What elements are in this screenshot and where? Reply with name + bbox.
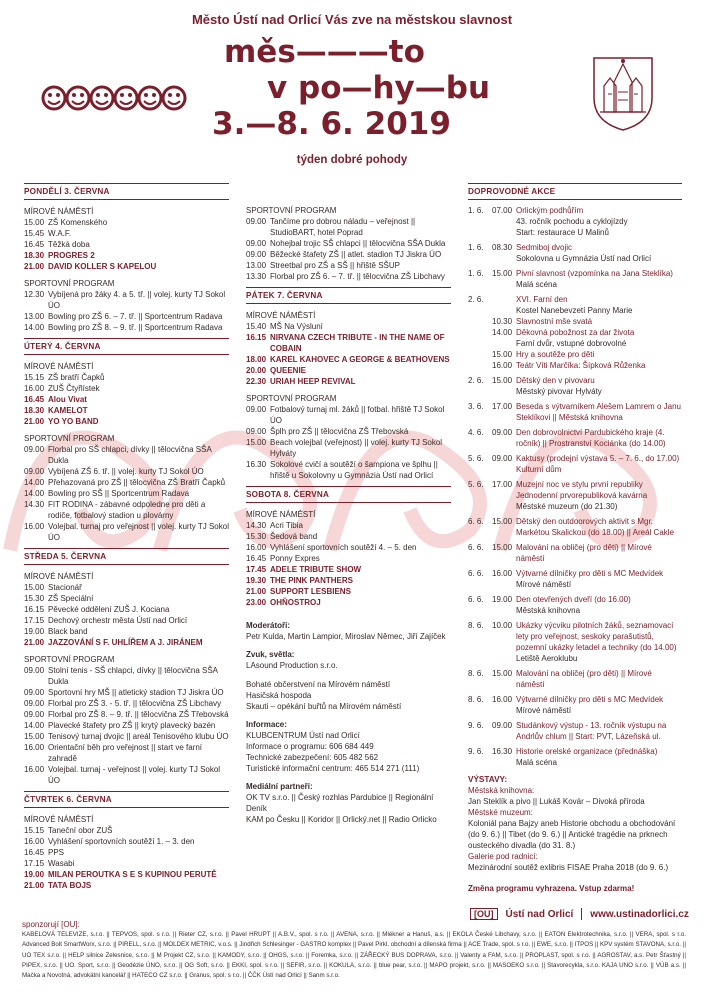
side-event-item (468, 620, 682, 653)
side-event-item (468, 479, 682, 501)
title-line-3: 3.—8. 6. 2019 (212, 106, 451, 142)
exhibitions-heading: VÝSTAVY: (468, 775, 508, 784)
website-link[interactable]: www.ustinadorlici.cz (590, 908, 689, 920)
event-date: 8. 6. (468, 695, 484, 704)
city-name: Ústí nad Orlicí (505, 908, 574, 920)
side-event-item (468, 294, 682, 305)
list-item: 15.00 Beach volejbal (veřejnost) || volej. kurty TJ Sokol Hylváty (246, 438, 443, 458)
wednesday-sport-list (24, 665, 229, 786)
event-date: 8. 6. (468, 621, 484, 630)
subtitle: týden dobré pohody (296, 154, 408, 166)
side-event-item (468, 268, 682, 279)
event-date: 6. 6. (468, 569, 484, 578)
media-line: KAM po Česku || Koridor || Orlický.net || Radio Orlicko (246, 815, 437, 824)
event-date: 2. 6. (468, 295, 484, 304)
media-label: Mediální partneři: (246, 782, 313, 791)
event-date: 1. 6. (468, 269, 484, 278)
list-item: 21.00 JAZZOVÁNÍ S F. UHLÍŘEM A J. JIRÁNEM (24, 638, 203, 647)
event-time: 09.00 (492, 428, 513, 437)
info-line: Informace o programu: 606 684 449 (246, 742, 374, 751)
exhibition-text: Koloniál pana Bajzy aneb Historie obchodu a obchodování (do 9. 6.) || Tibet (do 9. 6.) || Antické tragédie na prknech ousteckého divadla (do 31. 8.) (468, 819, 676, 850)
list-item: 09.00 Stolní tenis - SŠ chlapci, dívky || tělocvična SŠA Dukla (24, 666, 218, 686)
side-event-item (468, 375, 682, 386)
event-title: Dětský den v pivovaru (516, 376, 595, 385)
list-item: 17.15 Dechový orchestr města Ústí nad Orlicí (24, 616, 188, 625)
program-change-notice: Změna programu vyhrazena. Vstup zdarma! (468, 884, 635, 893)
list-item: 16.00 Volejbal. turnaj pro veřejnost || volej. kurty TJ Sokol ÚO (24, 522, 229, 542)
event-time: 09.00 (492, 454, 513, 463)
side-event-item (468, 360, 682, 371)
event-title: Den otevřených dveří (do 16.00) (516, 595, 631, 604)
info-line: KLUBCENTRUM Ústí nad Orlicí (246, 731, 360, 740)
list-item: 15.45 W.A.F. (24, 229, 72, 238)
event-time: 07.00 (492, 206, 513, 215)
side-event-item (468, 694, 682, 705)
list-item: 22.30 URIAH HEEP REVIVAL (246, 377, 356, 386)
event-time (492, 294, 516, 305)
event-title: XVI. Farní den (516, 295, 568, 304)
event-time: 17.00 (492, 480, 513, 489)
event-date: 4. 6. (468, 428, 484, 437)
tuesday-square-list (24, 372, 229, 427)
list-item: 19.00 Black band (24, 627, 88, 636)
friday-sport-list (246, 404, 451, 481)
day-heading-tuesday: ÚTERÝ 4. ČERVNA (24, 338, 229, 355)
list-item: 16.00 Vyhlášení sportovních soutěží 4. – 5. den (246, 543, 417, 552)
event-date (468, 349, 492, 360)
event-detail: Letiště Aeroklubu (516, 654, 578, 663)
list-item: 14.00 Bowling pro ZŠ 8. – 9. tř. || Sportcentrum Radava (24, 323, 223, 332)
event-time: 09.00 (492, 721, 513, 730)
list-item: 17.15 Wasabi (24, 859, 75, 868)
event-detail: Městská knihovna (516, 606, 581, 615)
event-time: 15.00 (492, 543, 513, 552)
event-time: 10.00 (492, 621, 513, 630)
smiley-faces-logo (40, 80, 190, 114)
list-item: 09.00 Florbal pro ZŠ 3. - 5. tř. || tělocvična ZŠ Libchavy (24, 699, 222, 708)
sound-value: LAsound Production s.r.o. (246, 661, 338, 670)
list-item: 23.00 OHŇOSTROJ (246, 598, 321, 607)
side-event-item (468, 668, 682, 690)
section-label: SPORTOVNÍ PROGRAM (24, 434, 115, 443)
list-item: 09.00 Fotbalový turnaj ml. žáků || fotbal. hřiště TJ Sokol ÚO (246, 405, 445, 425)
event-date: 2. 6. (468, 376, 484, 385)
event-title: Ukázky výcviku pilotních žáků, seznamovací lety pro veřejnost, seskoky parašutistů, pozemní ukázky letadel a techniky (do 14.00) (516, 621, 677, 652)
event-date (468, 316, 492, 327)
friday-square-list (246, 321, 451, 387)
info-line: Turistické informační centrum: 465 514 271 (111) (246, 764, 420, 773)
event-title: Pivní slavnost (vzpomínka na Jana Steklíka) (516, 269, 673, 278)
side-event-item (468, 453, 682, 475)
event-date (468, 360, 492, 371)
list-item: 15.30 Šedová band (246, 532, 318, 541)
section-label: SPORTOVNÍ PROGRAM (246, 206, 337, 215)
list-item: 21.00 YO YO BAND (24, 417, 99, 426)
day-heading-thursday: ČTVRTEK 6. ČERVNA (24, 791, 229, 808)
event-detail: Městské muzeum (do 21.30) (516, 502, 618, 511)
monday-sport-list (24, 289, 229, 333)
event-detail: Malá scéna (516, 280, 557, 289)
list-item: 18.30 KAMELOT (24, 406, 88, 415)
list-item: 15.30 ZŠ Speciální (24, 594, 94, 603)
tuesday-sport-list (24, 444, 229, 543)
list-item: 20.00 QUEENIE (246, 366, 307, 375)
side-event-item (468, 516, 682, 538)
event-title: Sedmiboj dvojic (516, 243, 573, 252)
event-title: Studánkový výstup - 13. ročník výstupu na Andrlův chlum || Start: PVT, Lázeňská ul. (516, 721, 667, 741)
refreshment-line: Hasičská hospoda (246, 691, 312, 700)
event-time: 17.00 (492, 402, 513, 411)
section-label: MÍROVÉ NÁMĚSTÍ (24, 362, 94, 371)
invitation-line: Město Ústí nad Orlicí Vás zve na městskou slavnost (191, 12, 513, 27)
event-title: Kaktusy (prodejní výstava 5. – 7. 6., do 17.00) Kulturní dům (516, 454, 680, 474)
side-event-item (468, 427, 682, 449)
list-item: 09.00 Vybíjená ZŠ 6. tř. || volej. kurty TJ Sokol ÚO (24, 467, 204, 476)
list-item: 15.00 Tenisový turnaj dvojic || areál Tenisového klubu ÚO (24, 732, 229, 741)
list-item: 14.30 Acri Tibia (246, 521, 303, 530)
event-detail: Mírové náměstí (516, 580, 572, 589)
info-label: Informace: (246, 720, 287, 729)
event-date: 6. 6. (468, 517, 484, 526)
list-item: 09.00 Tančíme pro dobrou náladu – veřejnost || StudioBART, hotel Popra​d (246, 217, 416, 237)
program-column-2 (246, 178, 451, 825)
event-title: Muzejní noc ve stylu první republiky Jednodenní prvorepubliková kavárna (516, 480, 648, 500)
refreshment-line: Bohaté občerstvení na Mírovém náměstí (246, 680, 391, 689)
event-title: Dětský den outdoorových aktivit s Mgr. Markétou Skalickou (do 18.00) || Areál Cakle (516, 517, 675, 537)
event-date: 3. 6. (468, 402, 484, 411)
event-time: 16.00 (492, 569, 513, 578)
side-event-item (468, 242, 682, 253)
sponsors-title: sponzorují [OU]: (22, 920, 80, 929)
event-time: 16.30 (492, 747, 513, 756)
list-item: 16.45 Těžká doba (24, 240, 90, 249)
list-item: 09.00 Běžecké štafety ZŠ || atlet. stadion TJ Jiskra ÚO (246, 250, 442, 259)
list-item: 15.00 Stacionář (24, 583, 82, 592)
event-title: Výtvarné dílničky pro děti s MC Medvídek (516, 695, 664, 704)
side-events-heading: DOPROVODNÉ AKCE (468, 183, 682, 200)
event-date (468, 327, 492, 338)
list-item: 09.00 Florbal pro ZŠ 8. – 9. tř. || tělocvična ZŠ Třebovská (24, 710, 229, 719)
section-label: MÍROVÉ NÁMĚSTÍ (24, 572, 94, 581)
list-item: 16.15 Pěvecké oddělení ZUŠ J. Kociana (24, 605, 170, 614)
program-column-1 (24, 178, 229, 893)
list-item: 14.00 Plavecké štafety pro ZŠ || krytý plavecký bazén (24, 721, 216, 730)
divider (581, 908, 582, 920)
day-heading-wednesday: STŘEDA 5. ČERVNA (24, 548, 229, 565)
ou-logo: [OU] (470, 908, 498, 920)
list-item: 15.15 ZŠ bratří Čapků (24, 373, 105, 382)
side-event-item (468, 568, 682, 579)
wednesday-square-list (24, 582, 229, 648)
section-label: MÍROVÉ NÁMĚSTÍ (24, 815, 94, 824)
festival-title (212, 34, 532, 142)
side-event-item (468, 401, 682, 423)
moderators-value: Petr Kulda, Martin Lampior, Miroslav Němec, Jiří Zajíček (246, 632, 446, 641)
day-heading-monday: PONDĚLÍ 3. ČERVNA (24, 183, 229, 200)
list-item: 16.45 PPS (24, 848, 65, 857)
thursday-square-list (24, 825, 229, 891)
list-item: 09.00 Šplh pro ZŠ || tělocvična ZŠ Třebovská (246, 427, 409, 436)
list-item: 16.45 Alou Vivat (24, 395, 87, 404)
section-label: MÍROVÉ NÁMĚSTÍ (246, 510, 316, 519)
event-date: 9. 6. (468, 721, 484, 730)
sponsors-list: KABELOVÁ TELEVIZE, s.r.o. || TEPVOS, spol. s r.o. || Rieter CZ, s.r.o. || Pavel HRUPT || A.B.V., spol. s r.o. || AVENA, s.r.o. || Mlékner a Hanuš, a.s. || EKOLA České Libchavy, s.r.o. || EATON Elektrotechnika, s.r.o. || VERA, spol. s r.o. Advanced Bolt SmartWorx, s.r.o. || PIRELL, s.r.o. || MOLDEX METRIC, v.o.s. || Jindřich Schlesinger - GASTRO komplex || Pavel Pirkl, obchodní a dílenská firma || ACE Trade, spol. s r.o. || EWE, s.r.o. || ITPOS || KPV systém STAVONA, s.r.o. || UO TEX s.r.o. || HELP silnice Zelesnice, s.r.o. || M Projekt CZ, s.r.o. || KAMODY, s.r.o. || OHGS, s.r.o. || Foremka, s.r.o. || ZÁŘECKÝ BUS DOPRAVA, s.r.o. || Valenty a FAM, s.r.o. || PROPLAST, spol. s r.o. || AGROSTAV, a.s. Petr Šťastný || PIPEX, s.r.o. || UO. Sport, s.r.o. || Geodézie ÚNO, s.r.o. || OG Soft, s.r.o. || EKKI, spol. s r.o. || SEFIR, s.r.o. || KOKULA, s.r.o. || blue pear, s.r.o. || MAPO projekt, s.r.o. || MASOEKO s.r.o. || Stavorecykla, s.r.o. KAJA UNO s.r.o. || VÚB a.s. || Mačka a Novotná, advokátní kancelář || HATECO CZ s.r.o. || Granus, spol. s r.o. || ČČK Ústí nad Orlicí || Sanm s.r.o. (22, 931, 686, 980)
list-item: 14.00 Bowling pro SŠ || Sportcentrum Radava (24, 489, 190, 498)
event-title: Děkovná pobožnost za dar života (516, 328, 635, 337)
section-label: SPORTOVNÍ PROGRAM (246, 394, 337, 403)
title-line-1: měs———to (224, 34, 425, 70)
sponsors-block (22, 920, 686, 981)
list-item: 12.30 Vybíjená pro žáky 4. a 5. tř. || volej. kurty TJ Sokol ÚO (24, 290, 226, 310)
footer-brand (470, 908, 689, 920)
list-item: 09.00 Florbal pro SŠ chlapci, dívky || tělocvična SŠA Dukla (24, 445, 212, 465)
event-time: 10.30 (492, 317, 513, 326)
event-date: 1. 6. (468, 206, 484, 215)
monday-square-list (24, 217, 229, 272)
event-detail: Malá scéna (516, 758, 557, 767)
side-event-item (468, 720, 682, 742)
moderators-label: Moderátoři: (246, 621, 290, 630)
list-item: 21.00 TATA BOJS (24, 881, 92, 890)
event-time: 08.30 (492, 243, 513, 252)
list-item: 16.30 Sokolové cvičí a soutěží o šampiona ve šplhu || hřiště u Sokolovny u Gymnázia Ústí nad Orlicí (246, 460, 438, 480)
info-line: Technické zabezpečení: 605 482 562 (246, 753, 379, 762)
list-item: 21.00 DAVID KOLLER S KAPELOU (24, 262, 157, 271)
side-event-item (468, 594, 682, 605)
media-line: OK TV s.r.o. || Český rozhlas Pardubice || Regionální Deník (246, 793, 434, 813)
event-title: Historie orelské organizace (přednáška) (516, 747, 658, 756)
event-time: 16.00 (492, 695, 513, 704)
event-date: 1. 6. (468, 243, 484, 252)
side-event-item (468, 205, 682, 216)
program-column-3 (468, 178, 682, 894)
event-title: Beseda s výtvarníkem Alešem Lamrem o Janu Steklíkovi || Městská knihovna (516, 402, 681, 422)
exhibition-venue: Galerie pod radnicí: (468, 852, 538, 861)
event-detail: Kostel Nanebevzetí Panny Marie (516, 306, 633, 315)
list-item: 18.30 PROGRES 2 (24, 251, 95, 260)
refreshment-line: Skauti – opékání buřtů na Mírovém náměstí (246, 702, 402, 711)
sound-label: Zvuk, světla: (246, 650, 295, 659)
list-item: 13.00 Bowling pro ZŠ 6. – 7. tř. || Sportcentrum Radava (24, 312, 223, 321)
exhibition-text: Jan Steklík a pivo || Lukáš Kovár – Divoká příroda (468, 797, 645, 806)
section-label: MÍROVÉ NÁMĚSTÍ (246, 311, 316, 320)
saturday-square-list (246, 520, 451, 608)
list-item: 15.40 MŠ Na Výsluní (246, 322, 323, 331)
event-detail: Mírové náměstí (516, 706, 572, 715)
list-item: 16.00 ZUŠ Čtyřlístek (24, 384, 100, 393)
city-coat-of-arms (590, 52, 656, 132)
side-event-item (468, 349, 682, 360)
event-date: 9. 6. (468, 747, 484, 756)
event-time: 16.00 (492, 361, 513, 370)
list-item: 17.45 ADELE TRIBUTE SHOW (246, 565, 362, 574)
event-date: 8. 6. (468, 669, 484, 678)
section-label: SPORTOVNÍ PROGRAM (24, 655, 115, 664)
event-title: Výtvarné dílničky pro děti s MC Medvídek (516, 569, 664, 578)
list-item: 19.00 MILAN PEROUTKA S E S KUPINOU PERUTĚ (24, 870, 217, 879)
list-item: 14.30 FIT RODINA - zábavné odpoledne pro děti a rodiče, fotbalový stadion u plovárny (24, 500, 206, 520)
section-label: SPORTOVNÍ PROGRAM (24, 279, 115, 288)
event-title: Malování na obličej (pro děti) || Mírové náměstí (516, 669, 652, 689)
event-info (246, 620, 451, 825)
event-title: Orlickým podhůřím (516, 206, 584, 215)
day-heading-saturday: SOBOTA 8. ČERVNA (246, 486, 451, 503)
list-item: 09.00 Sportovní hry MŠ || atletický stadion TJ Jiskra ÚO (24, 688, 224, 697)
list-item: 15.00 ZŠ Komenského (24, 218, 108, 227)
event-date: 5. 6. (468, 480, 484, 489)
event-date: 6. 6. (468, 595, 484, 604)
event-time: 15.00 (492, 350, 513, 359)
exhibition-text: Mezinárodní soutěž exlibris FISAE Praha 2018 (do 9. 6.) (468, 863, 669, 872)
list-item: 16.45 Ponny Expres (246, 554, 320, 563)
thursday-sport-list (246, 216, 451, 282)
event-date: 6. 6. (468, 543, 484, 552)
list-item: 13.00 Streetbal pro ZŠ a SŠ || hřiště SŠUP (246, 261, 400, 270)
list-item: 18.00 KAREL KAHOVEC A GEORGE & BEATHOVENS (246, 355, 450, 364)
exhibition-venue: Městské muzeum: (468, 808, 533, 817)
event-date: 5. 6. (468, 454, 484, 463)
event-title: Slavnostní mše svatá (516, 317, 593, 326)
list-item: 19.30 THE PINK PANTHERS (246, 576, 353, 585)
side-event-item (468, 327, 682, 338)
side-events-list (468, 205, 682, 768)
list-item: 21.00 SUPPORT LESBIENS (246, 587, 351, 596)
side-event-item (468, 542, 682, 564)
exhibition-venue: Městská knihovna: (468, 786, 535, 795)
day-heading-friday: PÁTEK 7. ČERVNA (246, 287, 451, 304)
event-time: 15.00 (492, 517, 513, 526)
event-time: 15.00 (492, 669, 513, 678)
list-item: 14.00 Přehazovaná pro ZŠ || tělocvična ZŠ Bratří Čapků (24, 478, 226, 487)
exhibitions-list (468, 785, 682, 873)
event-time: 15.00 (492, 376, 513, 385)
section-label: MÍROVÉ NÁMĚSTÍ (24, 207, 94, 216)
event-time: 19.00 (492, 595, 513, 604)
event-title: Teátr Víti Marčíka: Šípková Růženka (516, 361, 646, 370)
event-detail: Městský pivovar Hylváty (516, 387, 602, 396)
list-item: 16.00 Orientační běh pro veřejnost || start ve farní zahradě (24, 743, 203, 763)
event-time: 14.00 (492, 328, 513, 337)
event-detail: Sokolovna u Gymnázia Ústí nad Orlicí (516, 254, 652, 263)
title-line-2: v po—hy—bu (267, 70, 491, 106)
event-detail: Start: restaurace U Malinů (516, 228, 609, 237)
list-item: 13.30 Florbal pro ZŠ 6. – 7. tř. || tělocvična ZŠ Libchavy (246, 272, 445, 281)
list-item: 09.00 Nohejbal trojic SŠ chlapci || tělocvična SŠA Dukla (246, 239, 446, 248)
event-title: Den dobrovolnictví Pardubického kraje (4. ročník) || Prostranství Kociánka (do 14.00) (516, 428, 666, 448)
list-item: 16.15 NIRVANA CZECH TRIBUTE - IN THE NAME OF COBAIN (246, 333, 445, 353)
event-title: Hry a soutěže pro děti (516, 350, 595, 359)
list-item: 16.00 Vyhlášení sportovních soutěží 1. – 3. den (24, 837, 195, 846)
event-title: Malování na obličej (pro děti) || Mírové náměstí (516, 543, 652, 563)
list-item: 15.15 Taneční obor ZUŠ (24, 826, 113, 835)
side-event-item (468, 316, 682, 327)
event-detail: Farní dvůr, vstupné dobrovolné (516, 339, 627, 348)
event-time: 15.00 (492, 269, 513, 278)
side-event-item (468, 746, 682, 757)
event-detail: 43. ročník pochodu a cyklojízdy (516, 217, 628, 226)
list-item: 16.00 Volejbal. turnaj - veřejnost || volej. kurty TJ Sokol ÚO (24, 765, 221, 785)
